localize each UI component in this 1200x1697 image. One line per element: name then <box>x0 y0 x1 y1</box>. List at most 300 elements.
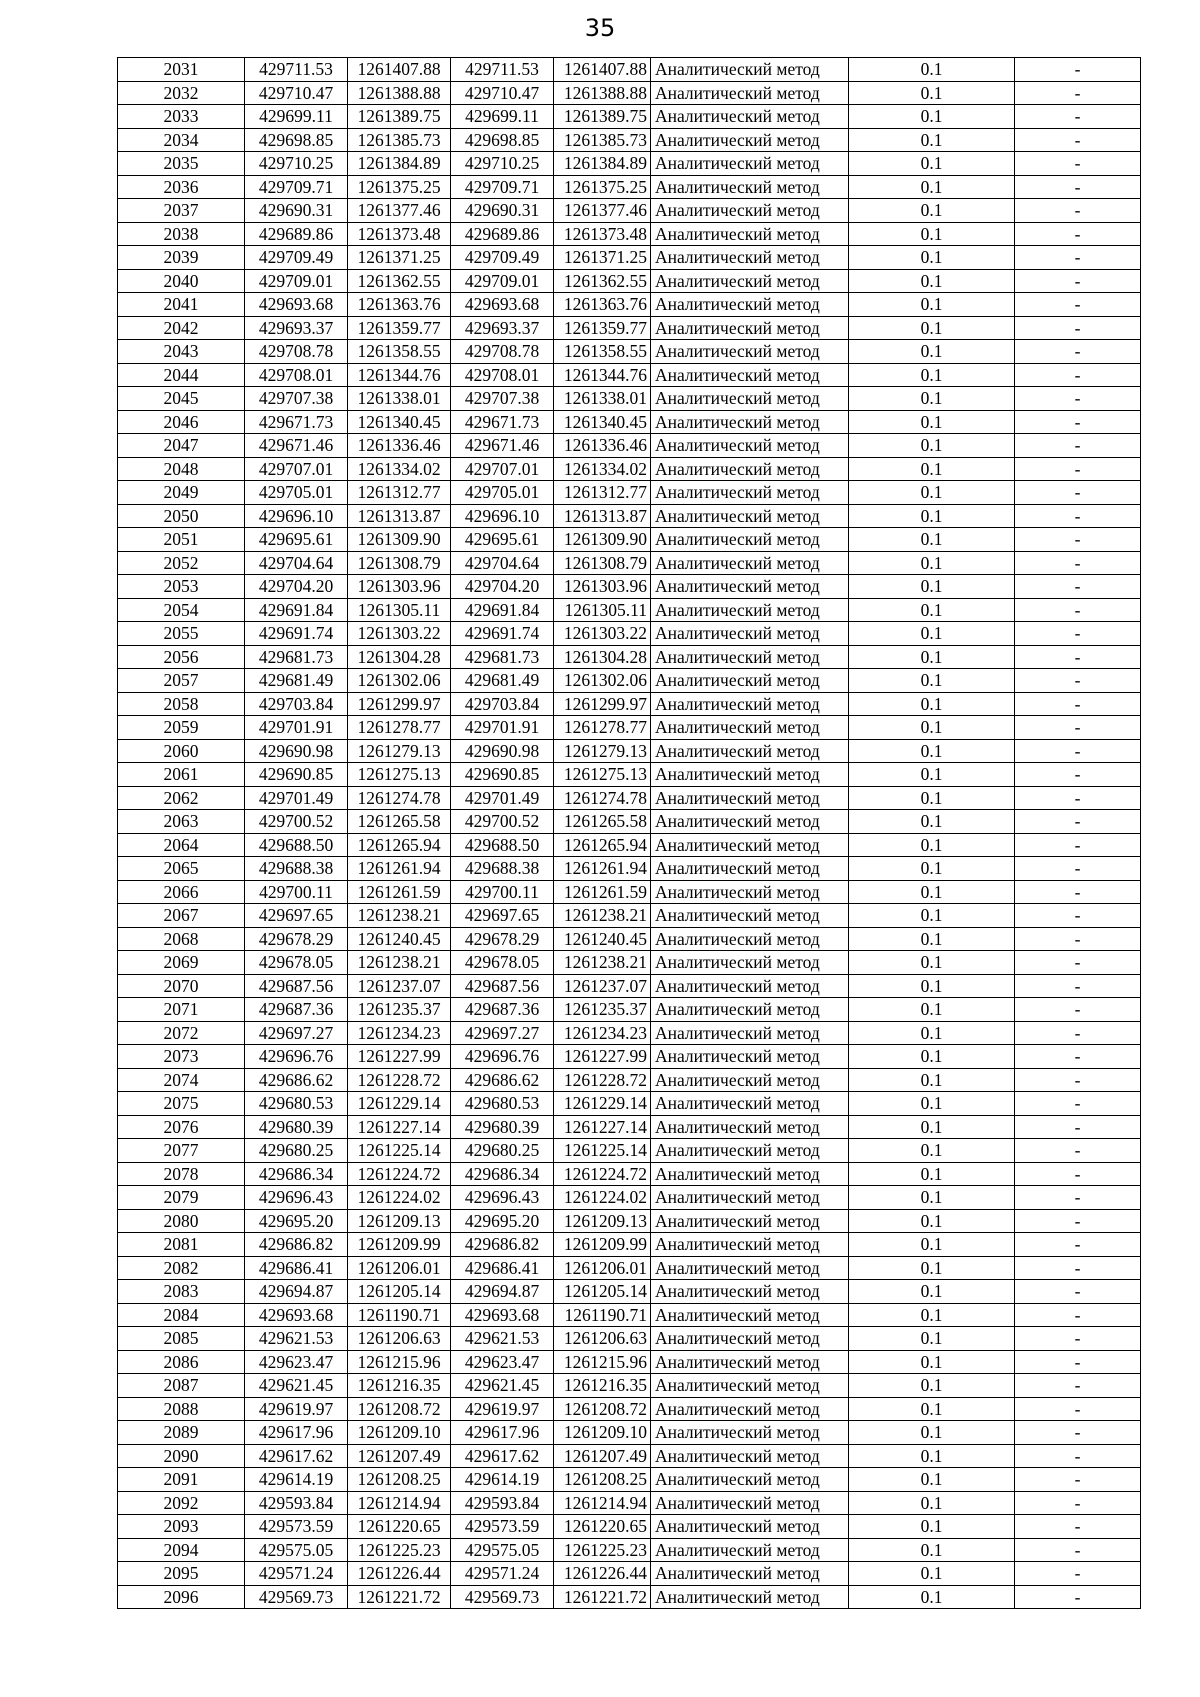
point-number-cell: 2075 <box>118 1092 245 1116</box>
y-existing-cell: 1261261.94 <box>348 857 451 881</box>
method-cell: Аналитический метод <box>651 105 849 129</box>
method-cell: Аналитический метод <box>651 222 849 246</box>
table-row <box>118 1327 1141 1351</box>
x-new-cell: 429708.78 <box>451 340 554 364</box>
y-existing-cell: 1261226.44 <box>348 1562 451 1586</box>
point-number-cell: 2076 <box>118 1115 245 1139</box>
x-new-cell: 429671.73 <box>451 410 554 434</box>
accuracy-cell: 0.1 <box>849 1303 1015 1327</box>
note-cell: - <box>1015 175 1141 199</box>
y-existing-cell: 1261224.02 <box>348 1186 451 1210</box>
method-cell: Аналитический метод <box>651 974 849 998</box>
y-new-cell: 1261373.48 <box>554 222 651 246</box>
x-existing-cell: 429687.36 <box>245 998 348 1022</box>
table-row <box>118 1585 1141 1609</box>
note-cell: - <box>1015 246 1141 270</box>
accuracy-cell: 0.1 <box>849 1350 1015 1374</box>
x-new-cell: 429695.20 <box>451 1209 554 1233</box>
y-existing-cell: 1261265.94 <box>348 833 451 857</box>
point-number-cell: 2056 <box>118 645 245 669</box>
method-cell: Аналитический метод <box>651 1515 849 1539</box>
accuracy-cell: 0.1 <box>849 1327 1015 1351</box>
note-cell: - <box>1015 880 1141 904</box>
y-new-cell: 1261274.78 <box>554 786 651 810</box>
y-new-cell: 1261205.14 <box>554 1280 651 1304</box>
x-existing-cell: 429617.96 <box>245 1421 348 1445</box>
y-existing-cell: 1261384.89 <box>348 152 451 176</box>
note-cell: - <box>1015 622 1141 646</box>
accuracy-cell: 0.1 <box>849 739 1015 763</box>
y-new-cell: 1261384.89 <box>554 152 651 176</box>
x-new-cell: 429699.11 <box>451 105 554 129</box>
accuracy-cell: 0.1 <box>849 58 1015 82</box>
point-number-cell: 2081 <box>118 1233 245 1257</box>
y-new-cell: 1261206.63 <box>554 1327 651 1351</box>
note-cell: - <box>1015 1045 1141 1069</box>
y-new-cell: 1261209.10 <box>554 1421 651 1445</box>
x-existing-cell: 429691.74 <box>245 622 348 646</box>
x-new-cell: 429704.20 <box>451 575 554 599</box>
x-new-cell: 429617.62 <box>451 1444 554 1468</box>
x-existing-cell: 429678.05 <box>245 951 348 975</box>
x-existing-cell: 429697.27 <box>245 1021 348 1045</box>
point-number-cell: 2059 <box>118 716 245 740</box>
method-cell: Аналитический метод <box>651 293 849 317</box>
x-existing-cell: 429573.59 <box>245 1515 348 1539</box>
accuracy-cell: 0.1 <box>849 457 1015 481</box>
point-number-cell: 2078 <box>118 1162 245 1186</box>
x-new-cell: 429700.11 <box>451 880 554 904</box>
point-number-cell: 2063 <box>118 810 245 834</box>
page-number: 35 <box>584 14 616 42</box>
x-new-cell: 429709.49 <box>451 246 554 270</box>
method-cell: Аналитический метод <box>651 1468 849 1492</box>
method-cell: Аналитический метод <box>651 739 849 763</box>
table-row <box>118 763 1141 787</box>
x-existing-cell: 429688.38 <box>245 857 348 881</box>
note-cell: - <box>1015 598 1141 622</box>
table-row <box>118 246 1141 270</box>
y-new-cell: 1261235.37 <box>554 998 651 1022</box>
y-existing-cell: 1261373.48 <box>348 222 451 246</box>
y-new-cell: 1261312.77 <box>554 481 651 505</box>
point-number-cell: 2087 <box>118 1374 245 1398</box>
note-cell: - <box>1015 857 1141 881</box>
note-cell: - <box>1015 269 1141 293</box>
method-cell: Аналитический метод <box>651 128 849 152</box>
y-existing-cell: 1261235.37 <box>348 998 451 1022</box>
method-cell: Аналитический метод <box>651 810 849 834</box>
y-existing-cell: 1261208.72 <box>348 1397 451 1421</box>
y-new-cell: 1261207.49 <box>554 1444 651 1468</box>
y-new-cell: 1261261.94 <box>554 857 651 881</box>
x-new-cell: 429621.53 <box>451 1327 554 1351</box>
y-existing-cell: 1261385.73 <box>348 128 451 152</box>
x-new-cell: 429681.49 <box>451 669 554 693</box>
note-cell: - <box>1015 1374 1141 1398</box>
x-existing-cell: 429681.73 <box>245 645 348 669</box>
note-cell: - <box>1015 716 1141 740</box>
y-existing-cell: 1261304.28 <box>348 645 451 669</box>
y-new-cell: 1261362.55 <box>554 269 651 293</box>
method-cell: Аналитический метод <box>651 904 849 928</box>
accuracy-cell: 0.1 <box>849 1233 1015 1257</box>
y-existing-cell: 1261190.71 <box>348 1303 451 1327</box>
y-new-cell: 1261371.25 <box>554 246 651 270</box>
x-existing-cell: 429690.31 <box>245 199 348 223</box>
method-cell: Аналитический метод <box>651 575 849 599</box>
x-existing-cell: 429671.73 <box>245 410 348 434</box>
x-new-cell: 429690.85 <box>451 763 554 787</box>
x-existing-cell: 429693.68 <box>245 1303 348 1327</box>
method-cell: Аналитический метод <box>651 598 849 622</box>
y-existing-cell: 1261206.63 <box>348 1327 451 1351</box>
y-existing-cell: 1261338.01 <box>348 387 451 411</box>
point-number-cell: 2062 <box>118 786 245 810</box>
note-cell: - <box>1015 1209 1141 1233</box>
point-number-cell: 2058 <box>118 692 245 716</box>
table-row <box>118 1421 1141 1445</box>
point-number-cell: 2088 <box>118 1397 245 1421</box>
point-number-cell: 2048 <box>118 457 245 481</box>
x-new-cell: 429693.37 <box>451 316 554 340</box>
note-cell: - <box>1015 1397 1141 1421</box>
y-new-cell: 1261407.88 <box>554 58 651 82</box>
method-cell: Аналитический метод <box>651 951 849 975</box>
table-row <box>118 457 1141 481</box>
point-number-cell: 2067 <box>118 904 245 928</box>
y-existing-cell: 1261224.72 <box>348 1162 451 1186</box>
y-new-cell: 1261377.46 <box>554 199 651 223</box>
table-row <box>118 1186 1141 1210</box>
point-number-cell: 2071 <box>118 998 245 1022</box>
method-cell: Аналитический метод <box>651 1139 849 1163</box>
note-cell: - <box>1015 1139 1141 1163</box>
note-cell: - <box>1015 692 1141 716</box>
x-new-cell: 429695.61 <box>451 528 554 552</box>
coordinates-table <box>117 57 1141 1609</box>
table-row <box>118 927 1141 951</box>
y-existing-cell: 1261336.46 <box>348 434 451 458</box>
method-cell: Аналитический метод <box>651 622 849 646</box>
y-new-cell: 1261344.76 <box>554 363 651 387</box>
x-new-cell: 429704.64 <box>451 551 554 575</box>
method-cell: Аналитический метод <box>651 481 849 505</box>
x-existing-cell: 429695.61 <box>245 528 348 552</box>
x-existing-cell: 429575.05 <box>245 1538 348 1562</box>
point-number-cell: 2036 <box>118 175 245 199</box>
x-new-cell: 429686.41 <box>451 1256 554 1280</box>
x-new-cell: 429680.39 <box>451 1115 554 1139</box>
y-new-cell: 1261208.72 <box>554 1397 651 1421</box>
accuracy-cell: 0.1 <box>849 1045 1015 1069</box>
y-new-cell: 1261265.58 <box>554 810 651 834</box>
x-existing-cell: 429705.01 <box>245 481 348 505</box>
y-new-cell: 1261238.21 <box>554 951 651 975</box>
y-existing-cell: 1261206.01 <box>348 1256 451 1280</box>
table-row <box>118 481 1141 505</box>
note-cell: - <box>1015 481 1141 505</box>
x-new-cell: 429710.25 <box>451 152 554 176</box>
x-new-cell: 429707.38 <box>451 387 554 411</box>
point-number-cell: 2041 <box>118 293 245 317</box>
x-new-cell: 429689.86 <box>451 222 554 246</box>
accuracy-cell: 0.1 <box>849 1256 1015 1280</box>
x-existing-cell: 429623.47 <box>245 1350 348 1374</box>
note-cell: - <box>1015 1350 1141 1374</box>
method-cell: Аналитический метод <box>651 269 849 293</box>
point-number-cell: 2051 <box>118 528 245 552</box>
method-cell: Аналитический метод <box>651 1233 849 1257</box>
note-cell: - <box>1015 1538 1141 1562</box>
x-existing-cell: 429571.24 <box>245 1562 348 1586</box>
method-cell: Аналитический метод <box>651 1186 849 1210</box>
method-cell: Аналитический метод <box>651 857 849 881</box>
point-number-cell: 2084 <box>118 1303 245 1327</box>
y-new-cell: 1261302.06 <box>554 669 651 693</box>
point-number-cell: 2050 <box>118 504 245 528</box>
y-existing-cell: 1261209.99 <box>348 1233 451 1257</box>
x-new-cell: 429693.68 <box>451 293 554 317</box>
y-new-cell: 1261237.07 <box>554 974 651 998</box>
accuracy-cell: 0.1 <box>849 763 1015 787</box>
x-new-cell: 429705.01 <box>451 481 554 505</box>
note-cell: - <box>1015 1068 1141 1092</box>
x-new-cell: 429614.19 <box>451 1468 554 1492</box>
y-existing-cell: 1261388.88 <box>348 81 451 105</box>
y-new-cell: 1261240.45 <box>554 927 651 951</box>
point-number-cell: 2042 <box>118 316 245 340</box>
accuracy-cell: 0.1 <box>849 1374 1015 1398</box>
point-number-cell: 2080 <box>118 1209 245 1233</box>
table-row <box>118 833 1141 857</box>
y-existing-cell: 1261215.96 <box>348 1350 451 1374</box>
y-existing-cell: 1261407.88 <box>348 58 451 82</box>
table-row <box>118 504 1141 528</box>
table-row <box>118 1209 1141 1233</box>
x-existing-cell: 429691.84 <box>245 598 348 622</box>
x-new-cell: 429710.47 <box>451 81 554 105</box>
point-number-cell: 2066 <box>118 880 245 904</box>
x-existing-cell: 429704.64 <box>245 551 348 575</box>
y-existing-cell: 1261216.35 <box>348 1374 451 1398</box>
note-cell: - <box>1015 1186 1141 1210</box>
table-row <box>118 692 1141 716</box>
table-row <box>118 1515 1141 1539</box>
accuracy-cell: 0.1 <box>849 1397 1015 1421</box>
note-cell: - <box>1015 528 1141 552</box>
y-new-cell: 1261225.14 <box>554 1139 651 1163</box>
table-row <box>118 81 1141 105</box>
point-number-cell: 2064 <box>118 833 245 857</box>
accuracy-cell: 0.1 <box>849 293 1015 317</box>
y-existing-cell: 1261362.55 <box>348 269 451 293</box>
accuracy-cell: 0.1 <box>849 1468 1015 1492</box>
accuracy-cell: 0.1 <box>849 1280 1015 1304</box>
point-number-cell: 2034 <box>118 128 245 152</box>
method-cell: Аналитический метод <box>651 152 849 176</box>
note-cell: - <box>1015 293 1141 317</box>
method-cell: Аналитический метод <box>651 880 849 904</box>
y-existing-cell: 1261302.06 <box>348 669 451 693</box>
point-number-cell: 2031 <box>118 58 245 82</box>
method-cell: Аналитический метод <box>651 998 849 1022</box>
table-row <box>118 1092 1141 1116</box>
table-row <box>118 269 1141 293</box>
accuracy-cell: 0.1 <box>849 1209 1015 1233</box>
method-cell: Аналитический метод <box>651 1068 849 1092</box>
y-existing-cell: 1261274.78 <box>348 786 451 810</box>
x-existing-cell: 429690.98 <box>245 739 348 763</box>
y-existing-cell: 1261278.77 <box>348 716 451 740</box>
y-existing-cell: 1261225.23 <box>348 1538 451 1562</box>
accuracy-cell: 0.1 <box>849 951 1015 975</box>
y-existing-cell: 1261279.13 <box>348 739 451 763</box>
point-number-cell: 2038 <box>118 222 245 246</box>
point-number-cell: 2039 <box>118 246 245 270</box>
accuracy-cell: 0.1 <box>849 645 1015 669</box>
point-number-cell: 2061 <box>118 763 245 787</box>
table-row <box>118 1162 1141 1186</box>
y-existing-cell: 1261227.14 <box>348 1115 451 1139</box>
point-number-cell: 2060 <box>118 739 245 763</box>
table-row <box>118 1045 1141 1069</box>
table-row <box>118 598 1141 622</box>
x-new-cell: 429680.53 <box>451 1092 554 1116</box>
table-row <box>118 434 1141 458</box>
y-existing-cell: 1261358.55 <box>348 340 451 364</box>
y-existing-cell: 1261209.10 <box>348 1421 451 1445</box>
method-cell: Аналитический метод <box>651 81 849 105</box>
note-cell: - <box>1015 551 1141 575</box>
x-new-cell: 429571.24 <box>451 1562 554 1586</box>
accuracy-cell: 0.1 <box>849 669 1015 693</box>
accuracy-cell: 0.1 <box>849 810 1015 834</box>
x-new-cell: 429696.10 <box>451 504 554 528</box>
method-cell: Аналитический метод <box>651 1327 849 1351</box>
table-row <box>118 293 1141 317</box>
y-new-cell: 1261303.22 <box>554 622 651 646</box>
y-new-cell: 1261303.96 <box>554 575 651 599</box>
y-new-cell: 1261385.73 <box>554 128 651 152</box>
table-row <box>118 904 1141 928</box>
x-new-cell: 429621.45 <box>451 1374 554 1398</box>
accuracy-cell: 0.1 <box>849 1585 1015 1609</box>
x-existing-cell: 429680.25 <box>245 1139 348 1163</box>
point-number-cell: 2086 <box>118 1350 245 1374</box>
method-cell: Аналитический метод <box>651 1280 849 1304</box>
accuracy-cell: 0.1 <box>849 81 1015 105</box>
x-existing-cell: 429696.76 <box>245 1045 348 1069</box>
note-cell: - <box>1015 222 1141 246</box>
table-row <box>118 199 1141 223</box>
table-row <box>118 316 1141 340</box>
y-new-cell: 1261216.35 <box>554 1374 651 1398</box>
x-new-cell: 429680.25 <box>451 1139 554 1163</box>
y-existing-cell: 1261220.65 <box>348 1515 451 1539</box>
note-cell: - <box>1015 1115 1141 1139</box>
y-new-cell: 1261234.23 <box>554 1021 651 1045</box>
method-cell: Аналитический метод <box>651 199 849 223</box>
y-new-cell: 1261209.13 <box>554 1209 651 1233</box>
method-cell: Аналитический метод <box>651 1021 849 1045</box>
table-row <box>118 974 1141 998</box>
note-cell: - <box>1015 575 1141 599</box>
y-existing-cell: 1261237.07 <box>348 974 451 998</box>
point-number-cell: 2046 <box>118 410 245 434</box>
x-new-cell: 429700.52 <box>451 810 554 834</box>
table-row <box>118 1139 1141 1163</box>
y-new-cell: 1261224.72 <box>554 1162 651 1186</box>
note-cell: - <box>1015 1562 1141 1586</box>
note-cell: - <box>1015 387 1141 411</box>
x-new-cell: 429709.71 <box>451 175 554 199</box>
x-new-cell: 429690.98 <box>451 739 554 763</box>
y-existing-cell: 1261227.99 <box>348 1045 451 1069</box>
x-new-cell: 429573.59 <box>451 1515 554 1539</box>
note-cell: - <box>1015 434 1141 458</box>
y-new-cell: 1261375.25 <box>554 175 651 199</box>
method-cell: Аналитический метод <box>651 1562 849 1586</box>
method-cell: Аналитический метод <box>651 1374 849 1398</box>
x-new-cell: 429569.73 <box>451 1585 554 1609</box>
table-row <box>118 786 1141 810</box>
table-row <box>118 175 1141 199</box>
x-existing-cell: 429707.01 <box>245 457 348 481</box>
point-number-cell: 2094 <box>118 1538 245 1562</box>
method-cell: Аналитический метод <box>651 1162 849 1186</box>
table-row <box>118 1303 1141 1327</box>
table-row <box>118 1538 1141 1562</box>
x-existing-cell: 429569.73 <box>245 1585 348 1609</box>
y-new-cell: 1261226.44 <box>554 1562 651 1586</box>
x-existing-cell: 429697.65 <box>245 904 348 928</box>
x-new-cell: 429681.73 <box>451 645 554 669</box>
method-cell: Аналитический метод <box>651 1538 849 1562</box>
accuracy-cell: 0.1 <box>849 833 1015 857</box>
y-new-cell: 1261275.13 <box>554 763 651 787</box>
accuracy-cell: 0.1 <box>849 222 1015 246</box>
x-existing-cell: 429671.46 <box>245 434 348 458</box>
table-row <box>118 222 1141 246</box>
x-existing-cell: 429695.20 <box>245 1209 348 1233</box>
table-row <box>118 1397 1141 1421</box>
accuracy-cell: 0.1 <box>849 128 1015 152</box>
accuracy-cell: 0.1 <box>849 904 1015 928</box>
table-row <box>118 575 1141 599</box>
method-cell: Аналитический метод <box>651 1421 849 1445</box>
note-cell: - <box>1015 128 1141 152</box>
y-new-cell: 1261299.97 <box>554 692 651 716</box>
method-cell: Аналитический метод <box>651 58 849 82</box>
point-number-cell: 2065 <box>118 857 245 881</box>
accuracy-cell: 0.1 <box>849 998 1015 1022</box>
y-new-cell: 1261309.90 <box>554 528 651 552</box>
y-new-cell: 1261229.14 <box>554 1092 651 1116</box>
x-new-cell: 429711.53 <box>451 58 554 82</box>
point-number-cell: 2093 <box>118 1515 245 1539</box>
x-existing-cell: 429686.82 <box>245 1233 348 1257</box>
x-new-cell: 429617.96 <box>451 1421 554 1445</box>
method-cell: Аналитический метод <box>651 316 849 340</box>
accuracy-cell: 0.1 <box>849 175 1015 199</box>
y-new-cell: 1261261.59 <box>554 880 651 904</box>
table-row <box>118 1233 1141 1257</box>
method-cell: Аналитический метод <box>651 1491 849 1515</box>
y-existing-cell: 1261234.23 <box>348 1021 451 1045</box>
x-new-cell: 429691.84 <box>451 598 554 622</box>
note-cell: - <box>1015 669 1141 693</box>
